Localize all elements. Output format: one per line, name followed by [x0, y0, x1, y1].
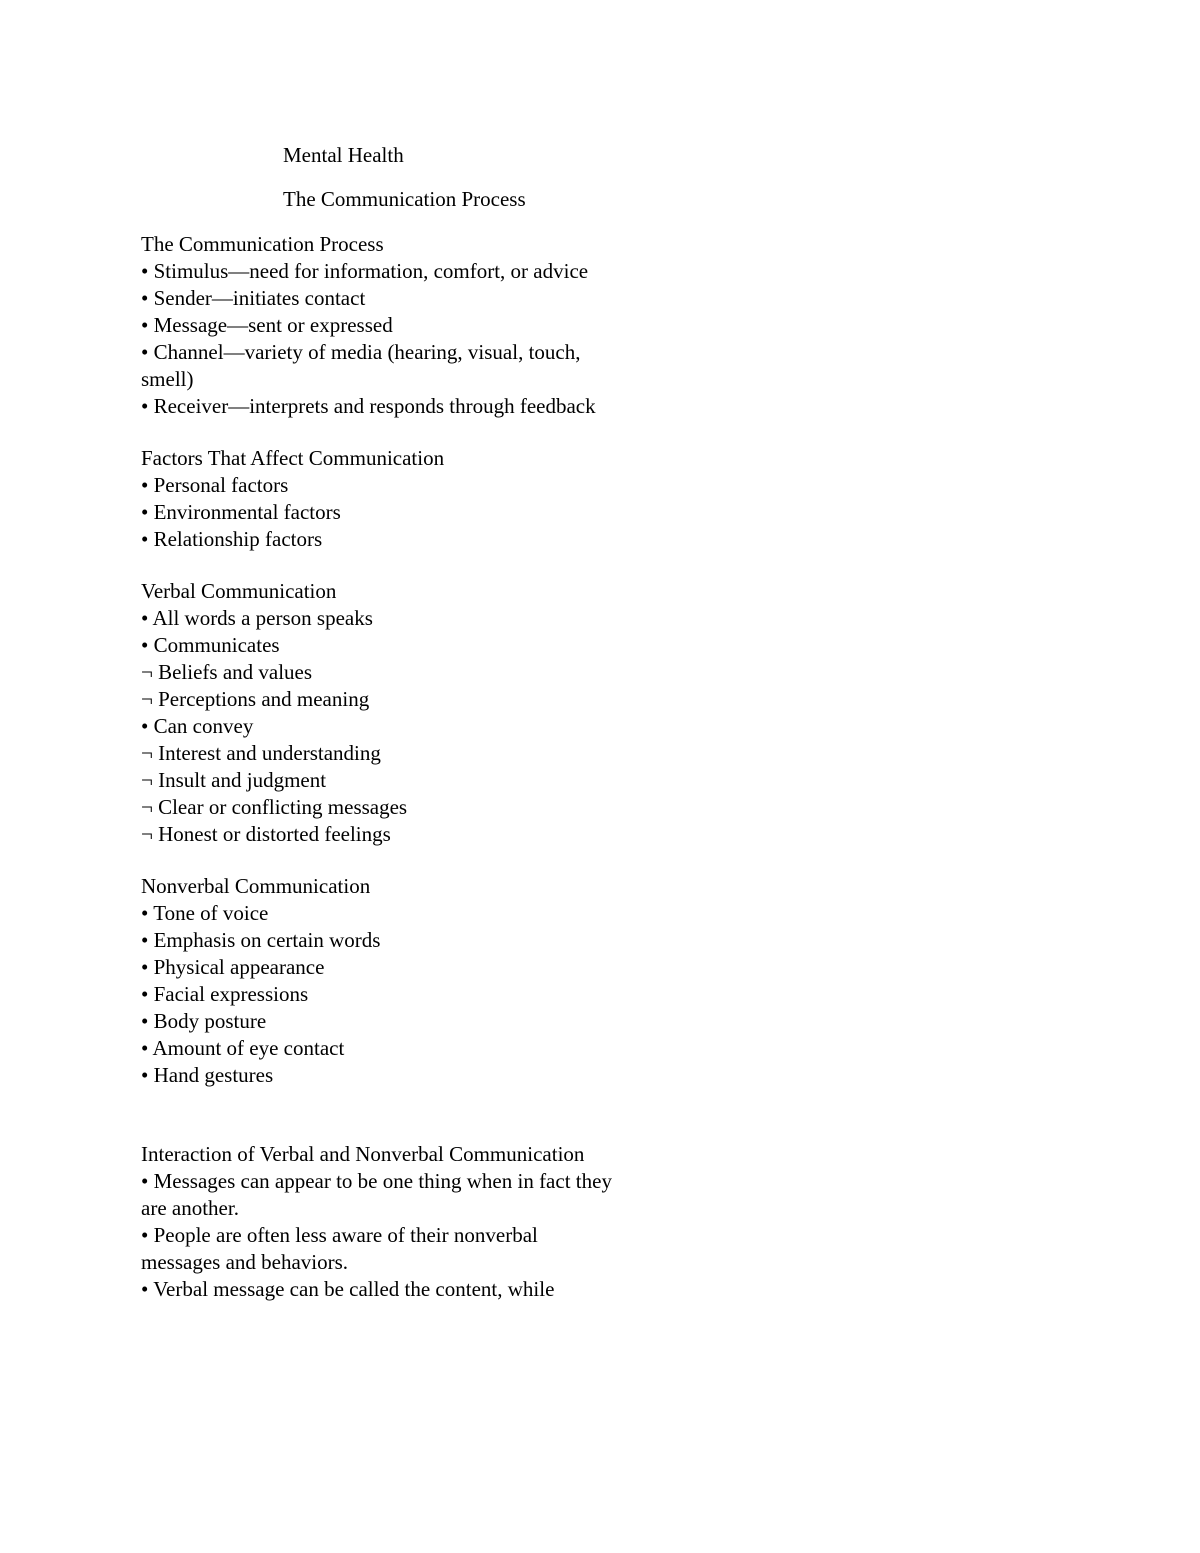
section-factors: [141, 445, 621, 553]
section-heading: The Communication Process: [141, 232, 384, 256]
document-title: Mental Health: [283, 143, 404, 167]
section-heading: Factors That Affect Communication: [141, 446, 445, 470]
sub-list-item: ¬ Clear or conflicting messages: [141, 795, 408, 819]
section-verbal: [141, 578, 621, 848]
list-item: • Environmental factors: [141, 500, 341, 524]
list-item: • Sender—initiates contact: [141, 286, 366, 310]
list-item: • Facial expressions: [141, 982, 309, 1006]
section-communication-process: [141, 231, 621, 420]
list-item: • Verbal message can be called the content, while: [141, 1277, 555, 1301]
list-item: • Stimulus—need for information, comfort, or advice: [141, 259, 589, 283]
list-item: • Personal factors: [141, 473, 289, 497]
list-item: • Receiver—interprets and responds through feedback: [141, 394, 596, 418]
section-heading: Interaction of Verbal and Nonverbal Communication: [141, 1142, 585, 1166]
section-heading: Nonverbal Communication: [141, 874, 371, 898]
spacer: [141, 420, 621, 445]
sub-list-item: ¬ Interest and understanding: [141, 741, 381, 765]
section-heading: Verbal Communication: [141, 579, 337, 603]
list-item: • Communicates: [141, 633, 280, 657]
document-body: [141, 231, 621, 1303]
section-interaction: [141, 1141, 621, 1303]
spacer: [141, 1089, 621, 1141]
list-item: • Body posture: [141, 1009, 267, 1033]
sub-list-item: ¬ Insult and judgment: [141, 768, 327, 792]
list-item: • Relationship factors: [141, 527, 323, 551]
list-item: • Can convey: [141, 714, 254, 738]
spacer: [141, 553, 621, 578]
sub-list-item: ¬ Beliefs and values: [141, 660, 313, 684]
list-item: • People are often less aware of their nonverbal messages and behaviors.: [141, 1223, 538, 1274]
list-item: • Message—sent or expressed: [141, 313, 393, 337]
list-item: • Messages can appear to be one thing when in fact they are another.: [141, 1169, 612, 1220]
list-item: • Amount of eye contact: [141, 1036, 345, 1060]
list-item: • All words a person speaks: [141, 606, 373, 630]
list-item: • Channel—variety of media (hearing, visual, touch, smell): [141, 340, 581, 391]
spacer: [141, 848, 621, 873]
sub-list-item: ¬ Honest or distorted feelings: [141, 822, 391, 846]
document-subtitle: The Communication Process: [283, 187, 526, 211]
list-item: • Physical appearance: [141, 955, 325, 979]
section-nonverbal: [141, 873, 621, 1089]
list-item: • Emphasis on certain words: [141, 928, 381, 952]
list-item: • Hand gestures: [141, 1063, 274, 1087]
sub-list-item: ¬ Perceptions and meaning: [141, 687, 370, 711]
list-item: • Tone of voice: [141, 901, 269, 925]
